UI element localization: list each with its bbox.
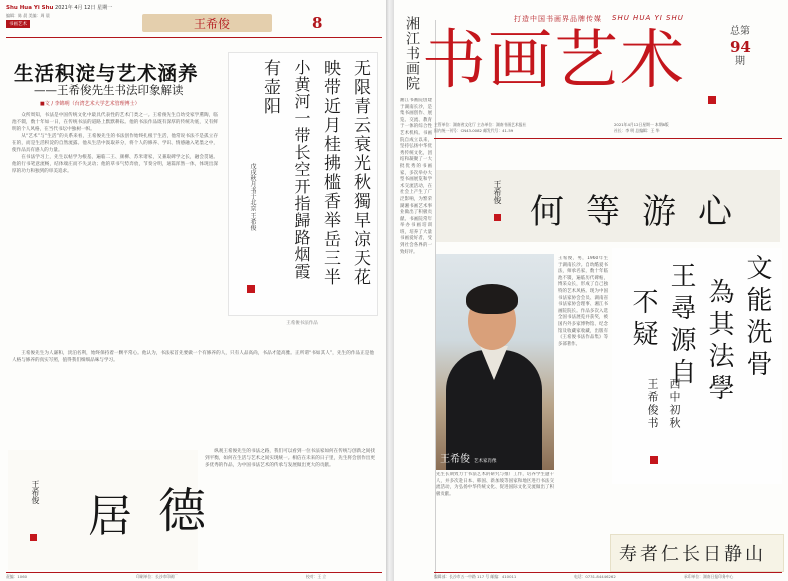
calligraphy-char: 居 (88, 491, 132, 542)
banner-inscription: 王希俊 (493, 180, 502, 204)
seal-stamp (247, 285, 255, 293)
page-gutter (386, 0, 394, 581)
calligraphy-inscription: 西中初秋 (668, 378, 681, 430)
calligraphy-column: 為其法學 (704, 278, 734, 406)
article-text-column-3 (205, 448, 375, 568)
banner-char: 心 (698, 192, 733, 232)
left-brand-date: 2021年 4月 12日 星期一 (55, 5, 113, 11)
left-brand-latin: Shu Hua Yi Shu (6, 5, 54, 11)
article-paragraph: 从“艺术”与“生活”的关系来看，王希俊先生的书法创作始终扎根于生活，他常说书法不是孤立存在的，而是生活积淀的自然流露。他从生活中汲取养分，将个人的修养、学识、情感融入笔墨之中，使作品具有感人的力量。 (12, 134, 218, 153)
left-header-rule (6, 37, 382, 38)
calligraphy-inscription: 王希俊 (31, 480, 40, 504)
calligraphy-artwork-vertical (228, 52, 378, 316)
article-paragraph: 王希俊先生为人谦和，淡泊名利，始终保持着一颗平常心。他认为，书法家首先要做一个有修养的人，只有人品高尚，书品才能高雅。正所谓“书如其人”，先生的作品正是他人格与修养的真实写照，值得我们细细品味与学习。 (12, 351, 374, 363)
calligraphy-column: 无限青云衰光秋獨早凉天花 (350, 59, 370, 287)
article-paragraph: 在书法学习上，先生以帖学为根基，遍临二王、颜柳、苏米诸家，又兼取碑学之长，融会贯通。他的行书笔意流畅，结体端庄而不失灵动；他的草书气势奔放，节奏分明，通篇浑然一体，体现出深厚的功力和独到的审美追求。 (12, 155, 218, 174)
left-brand (6, 4, 112, 11)
calligraphy-column: 王尋源自 (666, 262, 696, 390)
seal-stamp (650, 456, 658, 464)
footer-left: 责编：1060 (6, 574, 28, 579)
sidebar-text: 湘江书画院创建于湖南长沙，是集书画创作、展览、交流、教育于一体的综合性艺术机构。书画院自成立以来，坚持弘扬中华优秀传统文化，团结和凝聚了一大批优秀的书画家，多次举办大型书画展览和学术交流活动，在社会上产生了广泛影响，为繁荣湖湘书画艺术事业做出了积极贡献。书画院常年举办书画培训班，培养了大量书画爱好者，受到社会各界的一致好评。 (400, 98, 432, 255)
calligraphy-artwork-right (612, 248, 782, 484)
calligraphy-banner-top (436, 170, 780, 242)
seal-stamp (494, 214, 501, 221)
footer-right: 校对：王 立 (306, 574, 327, 579)
footer-left: 编辑部：长沙市五一中路 117 号 邮编：410011 (434, 574, 517, 579)
left-page (0, 0, 386, 581)
masthead-info-bar (434, 122, 774, 134)
masthead-slogan: 打造中国书画界品牌传媒 (514, 15, 602, 23)
article-byline: ■文 / 李锦明（台湾艺术大学艺术管理博士） (40, 101, 140, 107)
banner-char: 等 (586, 192, 621, 232)
calligraphy-artwork-horizontal (8, 450, 207, 570)
photo-caption-note: 艺术家肖像 (474, 459, 497, 464)
article-subtitle: ——王希俊先生书法印象解读 (34, 83, 184, 97)
volume-number: 94 (730, 38, 751, 56)
masthead-title: 书画艺术 (422, 24, 686, 98)
photo-figure-hair (466, 284, 518, 314)
bio-text-column: 王希俊，男，1960年生于湖南长沙。自幼酷爱书法，师承名家，数十年临池不辍，遍临历代碑帖，博采众长，形成了自己独特的艺术风格。现为中国书法家协会会员、湖南省书法家协会理事、湘江书画院院长。作品多次入选全国书法展览并获奖，被国内外多家博物馆、纪念馆及收藏家收藏，出版有《王希俊书法作品集》等多部著作。 (558, 256, 608, 347)
info-item: 国内统一刊号：CN43-0082 邮发代号：41-59 (434, 128, 514, 133)
calligraphy-banner-bottom (610, 534, 784, 572)
left-section-badge: 书画艺术 (6, 20, 30, 28)
bio-text-column-2: 先生长期致力于书法艺术的研究与推广工作，培养学生逾千人，并多次赴日本、韩国、新加坡等国家和地区进行书法交流活动，为弘扬中华传统文化、促进国际文化交流做出了积极贡献。 (436, 472, 554, 497)
info-item: 2021年4月12日星期一 本期8版 (614, 122, 669, 127)
right-page (394, 0, 788, 581)
left-page-header (6, 4, 382, 38)
banner-char: 何 (530, 192, 565, 232)
banner-text: 寿者仁长日静山 (619, 544, 766, 565)
left-page-footer (6, 572, 382, 581)
issue-volume (730, 26, 750, 68)
footer-center: 电话：0731-84446262 (574, 574, 616, 579)
volume-label: 总第 (730, 26, 750, 37)
calligraphy-column: 文能洗骨 (742, 254, 772, 382)
footer-center: 印刷单位：长沙市印刷厂 (136, 574, 178, 579)
calligraphy-caption: 王希俊书法作品 (286, 321, 318, 326)
calligraphy-inscription: 王希俊书 (646, 378, 659, 430)
footer-right: 承印单位：湖南日报印务中心 (684, 574, 734, 579)
article-paragraph: 纵观王希俊先生的书法之路，我们可以看到一位书法家如何在传统与创新之间找到平衡，如何在生活与艺术之间实现统一。相信在未来的日子里，先生将会创作出更多优秀的作品，为中国书法艺术的传承与发展做出更大的贡献。 (205, 449, 375, 468)
left-name-tab (142, 14, 272, 32)
seal-stamp (30, 534, 37, 541)
volume-suffix: 期 (735, 56, 745, 67)
left-page-number: 8 (312, 14, 323, 32)
right-page-footer (434, 572, 782, 581)
article-text-column-2 (12, 350, 374, 448)
left-name-tab-label: 王希俊 (194, 17, 231, 31)
calligraphy-column: 映带近月桂拂槛香举岳三半 (320, 59, 340, 287)
banner-char: 游 (642, 192, 677, 232)
left-editor-line: 编辑：陈 晨 美编：周 晨 (6, 13, 50, 18)
calligraphy-column: 有壶阳 (260, 59, 280, 116)
sidebar-title: 湘江书画院 (404, 16, 420, 91)
calligraphy-char: 德 (158, 483, 207, 539)
masthead-rule (434, 138, 782, 139)
info-item: 社长：李 明 总编辑：王 华 (614, 128, 660, 133)
artist-photo (436, 254, 554, 470)
calligraphy-column: 小黄河一带长空开指歸路烟霞 (292, 59, 311, 280)
photo-caption (440, 450, 497, 465)
article-title: 生活积淀与艺术涵养 (14, 62, 199, 85)
calligraphy-column: 不疑 (628, 288, 658, 352)
article-paragraph: 众所周知，书法是中国传统文化中最具代表性的艺术门类之一。王希俊先生自幼受家学熏陶，临池不辍，数十年如一日，在传统书法的道路上默默耕耘。他的书法作品既有深厚的传统功底，又有鲜明的个人风格，在当代书坛中独树一帜。 (12, 113, 218, 132)
info-item: 主管单位：湖南省文化厅 主办单位：湖南书画艺术报社 (434, 122, 527, 127)
calligraphy-inscription: 戊戌秋月书于北京 王希俊 (249, 163, 256, 231)
masthead-seal (708, 96, 716, 104)
masthead-latin-title: SHU HUA YI SHU (612, 14, 684, 22)
article-text-column-1 (12, 112, 218, 348)
photo-caption-name: 王希俊 (440, 454, 470, 465)
